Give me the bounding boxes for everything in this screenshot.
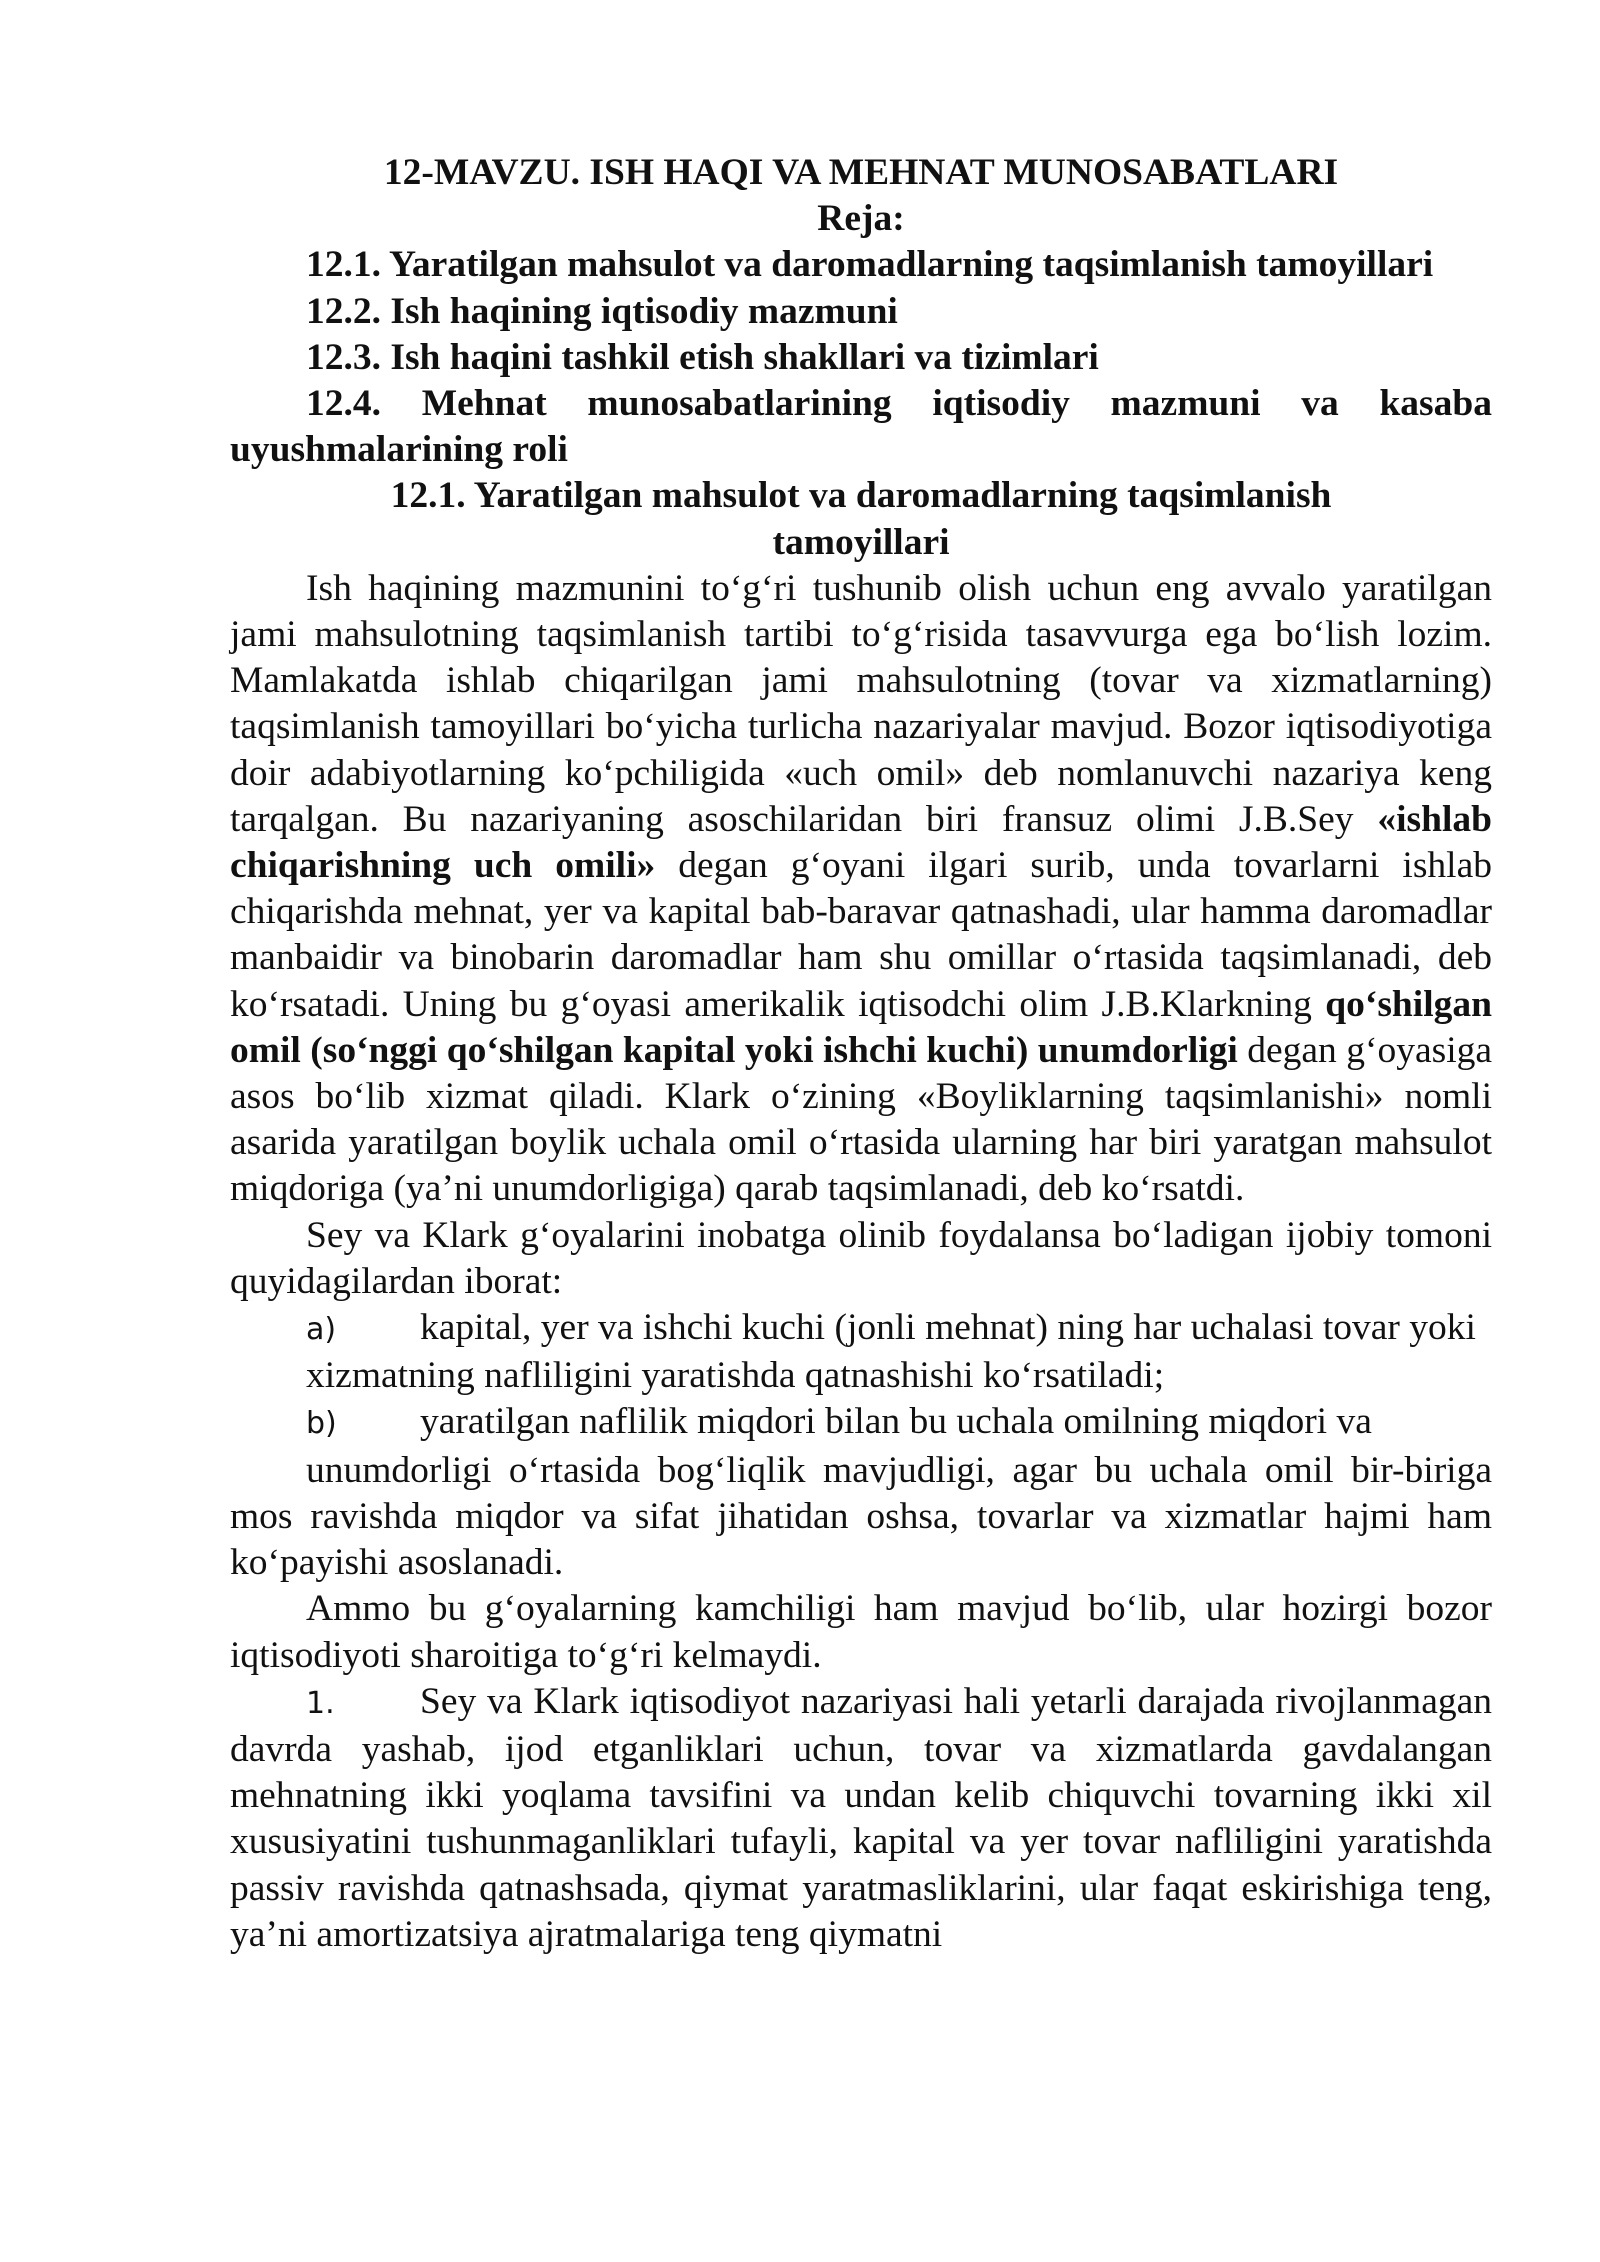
plan-heading: Reja:: [817, 198, 905, 240]
list-item-b: [230, 1399, 1492, 1447]
page-title: 12-MAVZU. ISH HAQI VA MEHNAT MUNOSABATLARI: [383, 152, 1339, 193]
list-marker-a: a): [306, 1312, 337, 1348]
p1-bold-1: «ishlab chiqarishning uch omili»: [230, 798, 1492, 887]
list-item-1-text: Sey va Klark iqtisodiyot nazariyasi hali yetarli darajada rivojlanmagan davrda yashab, ijod etganliklari uchun, tovar va xizmatlarda gavdalangan mehnatning ikki yoqlama tavsifini va undan kelib chiquvchi tovarning ikki xil xususiyatini tushunmaganliklari tufayli, kapital va yer tovar nafliligini yaratishda passiv ravishda qatnashsada, qiymat yaratmasliklarini, ular faqat eskirishiga teng, ya’ni amortizatsiya ajratmalariga teng qiymatni: [230, 1680, 1492, 1955]
paragraph-1: [230, 566, 1492, 1213]
list-marker-b: b): [306, 1406, 337, 1442]
plan-item-4: 12.4. Mehnat munosabatlarining iqtisodiy mazmuni va kasaba uyushmalarining roli: [230, 383, 1492, 471]
plan-item-3: 12.3. Ish haqini tashkil etish shakllari va tizimlari: [306, 336, 1099, 378]
list-item-a: [230, 1305, 1492, 1353]
p1-text-d: degan g‘oyasiga asos bo‘lib xizmat qiladi. Klark o‘zining «Boyliklarning taqsimlanishi» nomli asarida yaratilgan boylik uchala omil o‘rtasida ularning har biri yaratgan mahsulot miqdoriga (ya’ni unumdorligiga) qarab taqsimlanadi, deb ko‘rsatdi.: [230, 1029, 1493, 1210]
p1-bold-2: qo‘shilgan omil (so‘nggi qo‘shilgan kapital yoki ishchi kuchi) unumdorligi: [230, 983, 1492, 1071]
p1-text-c: degan g‘oyani ilgari surib, unda tovarlarni ishlab chiqarishda mehnat, yer va kapital bab-baravar qatnashadi, ular hamma daromadlar manbaidir va binobarin daromadlar ham shu omillar o‘rtasida taqsimlanadi, deb ko‘rsatadi. Uning bu g‘oyasi amerikalik iqtisodchi olim J.B.Klarkning: [230, 845, 1492, 1025]
p1-text-a: Ish haqining mazmunini to‘g‘ri tushunib olish uchun eng avvalo yaratilgan jami mahsulotning taqsimlanish tartibi to‘g‘risida tasavvurga ega bo‘lish lozim. Mamlakatda ishlab chiqarilgan jami mahsulotning (tovar va xizmatlarning) taqsimlanish tamoyillari bo‘yicha turlicha nazariyalar mavjud. Bozor iqtisodiyotiga doir adabiyotlarning ko‘pchiligida «uch omil» deb nomlanuvchi nazariya keng tarqalgan. Bu nazariyaning asoschilaridan biri fransuz olimi J.B.Sey: [230, 567, 1492, 840]
list-item-b-continuation: unumdorligi o‘rtasida bog‘liqlik mavjudligi, agar bu uchala omil bir-biriga mos ravishda miqdor va sifat jihatidan oshsa, tovarlar va xizmatlar hajmi ham ko‘payishi asoslanadi.: [230, 1449, 1492, 1584]
list-item-b-text: yaratilgan naflilik miqdori bilan bu uchala omilning miqdori va: [420, 1401, 1372, 1443]
list-marker-1: 1.: [306, 1685, 335, 1721]
plan-item-2: 12.2. Ish haqining iqtisodiy mazmuni: [306, 290, 898, 332]
list-item-a-continuation: xizmatning nafliligini yaratishda qatnashishi ko‘rsatiladi;: [306, 1355, 1165, 1397]
paragraph-2: Sey va Klark g‘oyalarini inobatga olinib foydalansa bo‘ladigan ijobiy tomoni quyidagilardan iborat:: [230, 1214, 1492, 1302]
paragraph-3: Ammo bu g‘oyalarning kamchiligi ham mavjud bo‘lib, ular hozirgi bozor iqtisodiyoti sharoitiga to‘g‘ri kelmaydi.: [230, 1588, 1492, 1676]
section-heading: 12.1. Yaratilgan mahsulot va daromadlarning taqsimlanish tamoyillari: [390, 475, 1332, 563]
plan-item-1: 12.1. Yaratilgan mahsulot va daromadlarning taqsimlanish tamoyillari: [306, 244, 1434, 286]
list-item-a-text: kapital, yer va ishchi kuchi (jonli mehnat) ning har uchalasi tovar yoki: [420, 1307, 1476, 1349]
list-item-1: [230, 1679, 1492, 1958]
